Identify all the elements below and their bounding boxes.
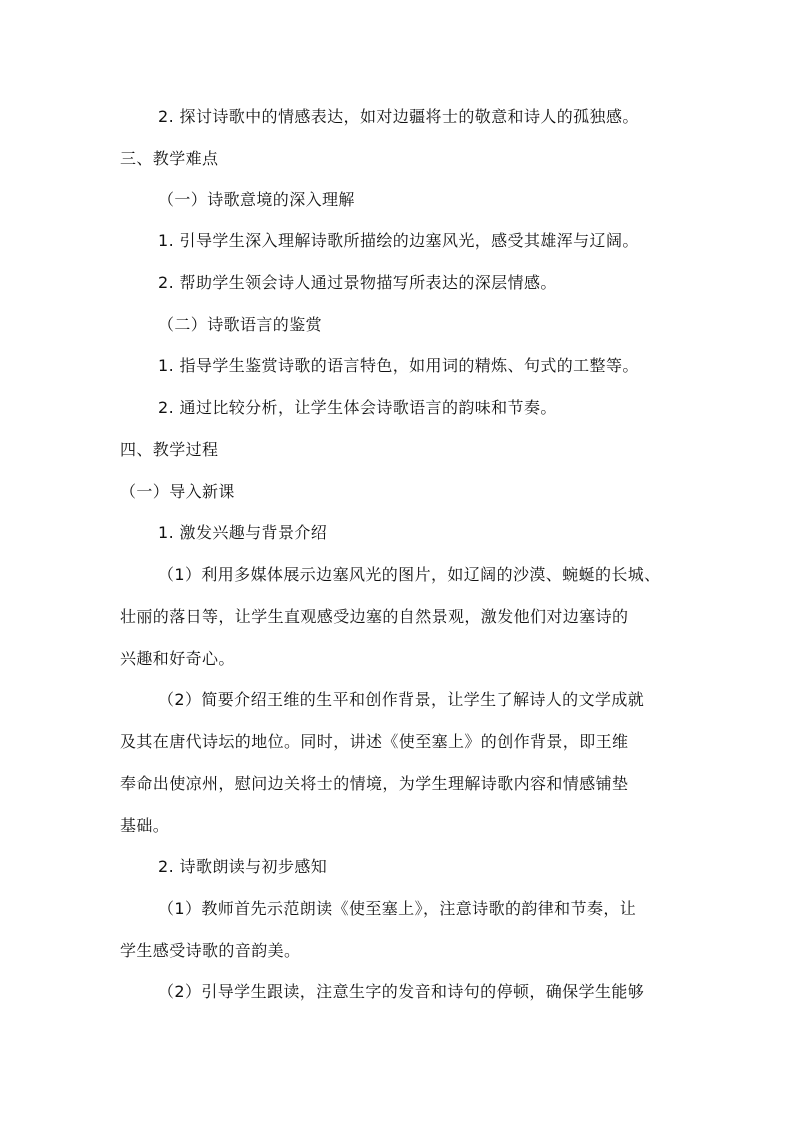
subsection-heading: （一）诗歌意境的深入理解 — [158, 190, 355, 209]
text-line: 2. 探讨诗歌中的情感表达，如对边疆将士的敬意和诗人的孤独感。 — [158, 107, 639, 126]
text-line: 1. 引导学生深入理解诗歌所描绘的边塞风光，感受其雄浑与辽阔。 — [158, 231, 639, 250]
text-line: 兴趣和好奇心。 — [120, 649, 235, 668]
text-line: （2）简要介绍王维的生平和创作背景，让学生了解诗人的文学成就 — [158, 690, 645, 709]
text-line: 2. 帮助学生领会诗人通过景物描写所表达的深层情感。 — [158, 273, 557, 292]
text-line: 基础。 — [120, 816, 170, 835]
text-line: （1）教师首先示范朗读《使至塞上》，注意诗歌的韵律和节奏，让 — [158, 899, 637, 918]
text-line: （2）引导学生跟读，注意生字的发音和诗句的停顿，确保学生能够 — [158, 982, 645, 1001]
text-line: 1. 激发兴趣与背景介绍 — [158, 523, 328, 542]
text-line: （1）利用多媒体展示边塞风光的图片，如辽阔的沙漠、蜿蜒的长城、 — [158, 565, 661, 584]
text-line: 奉命出使凉州，慰问边关将士的情境，为学生理解诗歌内容和情感铺垫 — [120, 774, 629, 793]
text-line: 及其在唐代诗坛的地位。同时，讲述《使至塞上》的创作背景，即王维 — [120, 732, 629, 751]
text-line: 2. 诗歌朗读与初步感知 — [158, 857, 328, 876]
subsection-heading: （二）诗歌语言的鉴赏 — [158, 315, 323, 334]
subsection-heading: （一）导入新课 — [120, 482, 235, 501]
section-heading: 四、教学过程 — [120, 440, 219, 459]
text-line: 2. 通过比较分析，让学生体会诗歌语言的韵味和节奏。 — [158, 398, 557, 417]
text-line: 1. 指导学生鉴赏诗歌的语言特色，如用词的精炼、句式的工整等。 — [158, 356, 639, 375]
text-line: 学生感受诗歌的音韵美。 — [120, 941, 301, 960]
text-line: 壮丽的落日等，让学生直观感受边塞的自然景观，激发他们对边塞诗的 — [120, 607, 629, 626]
section-heading: 三、教学难点 — [120, 149, 219, 168]
